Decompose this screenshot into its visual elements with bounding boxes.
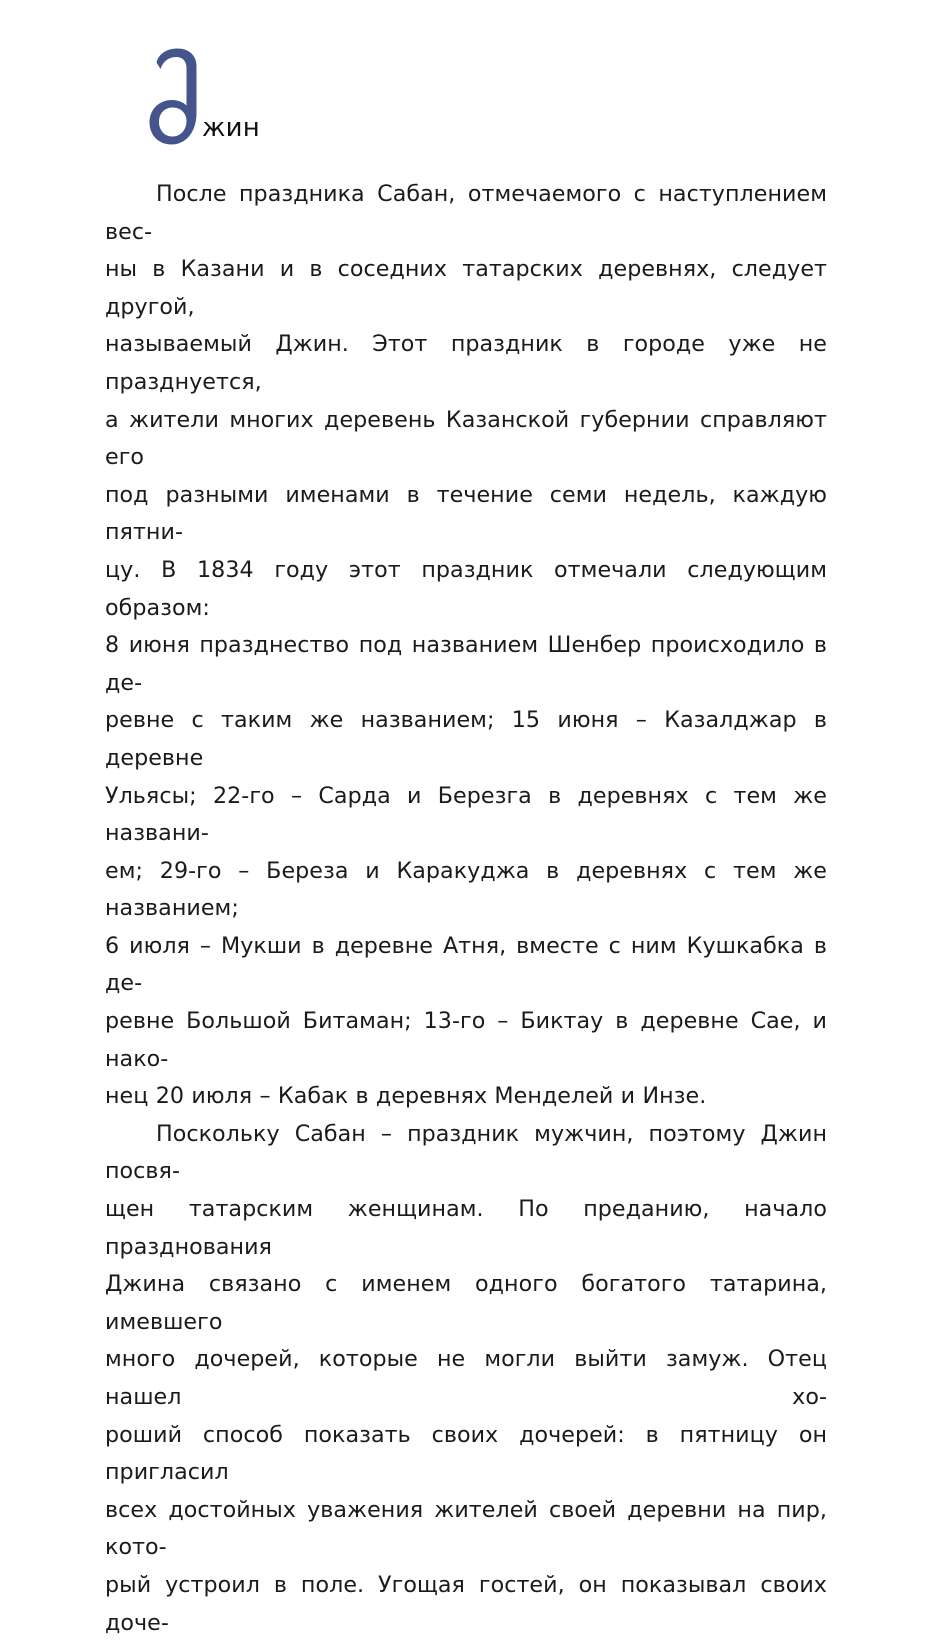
- line-text: После праздника Сабан, отмечаемого с наступлением вес-: [105, 181, 835, 245]
- text-line: много дочерей, которые не могли выйти замуж. Отец нашел хо-: [105, 1346, 835, 1410]
- dropcap-letter: [148, 47, 200, 147]
- text-line: а жители многих деревень Казанской губернии справляют его: [105, 406, 835, 471]
- text-line: ревне Большой Битаман; 13-го – Биктау в деревне Сае, и нако-: [105, 1008, 835, 1072]
- text-line: ем; 29-го – Береза и Каракуджа в деревнях с тем же названием;: [105, 857, 835, 922]
- text-line: нец 20 июля – Кабак в деревнях Менделей и Инзе.: [105, 1083, 707, 1110]
- chapter-title-remainder: жин: [202, 113, 260, 143]
- text-line: ны в Казани и в соседних татарских деревнях, следует другой,: [105, 256, 835, 320]
- text-line: [105, 1116, 835, 1191]
- text-line: рый устроил в поле. Угощая гостей, он показывал своих доче-: [105, 1571, 835, 1636]
- line-text: Поскольку Сабан – праздник мужчин, поэтому Джин посвя-: [105, 1120, 835, 1185]
- text-line: [105, 176, 835, 251]
- paragraph-2-lines: [105, 1116, 835, 1642]
- body-text-column: [105, 176, 835, 1642]
- paragraph-1: [105, 176, 835, 1116]
- text-line: под разными именами в течение семи недель, каждую пятни-: [105, 481, 835, 546]
- paragraph-1-lines: [105, 176, 835, 1116]
- text-line: 6 июля – Мукши в деревне Атня, вместе с ним Кушкабка в де-: [105, 932, 835, 997]
- paragraph-2: [105, 1116, 835, 1642]
- text-line: роший способ показать своих дочерей: в пятницу он пригласил: [105, 1421, 835, 1486]
- text-line: называемый Джин. Этот праздник в городе уже не празднуется,: [105, 331, 835, 395]
- text-line: щен татарским женщинам. По преданию, начало празднования: [105, 1196, 835, 1260]
- chapter-heading: [148, 42, 260, 147]
- text-line: Ульясы; 22-го – Сарда и Березга в деревнях с тем же названи-: [105, 782, 835, 847]
- dropcap-glyph-icon: [148, 47, 200, 147]
- text-line: ревне с таким же названием; 15 июня – Казалджар в деревне: [105, 707, 835, 771]
- text-line: 8 июня празднество под названием Шенбер происходило в де-: [105, 632, 835, 696]
- text-line: Джина связано с именем одного богатого татарина, имевшего: [105, 1271, 835, 1335]
- text-line: всех достойных уважения жителей своей деревни на пир, кото-: [105, 1496, 835, 1561]
- text-line: цу. В 1834 году этот праздник отмечали следующим образом:: [105, 556, 835, 621]
